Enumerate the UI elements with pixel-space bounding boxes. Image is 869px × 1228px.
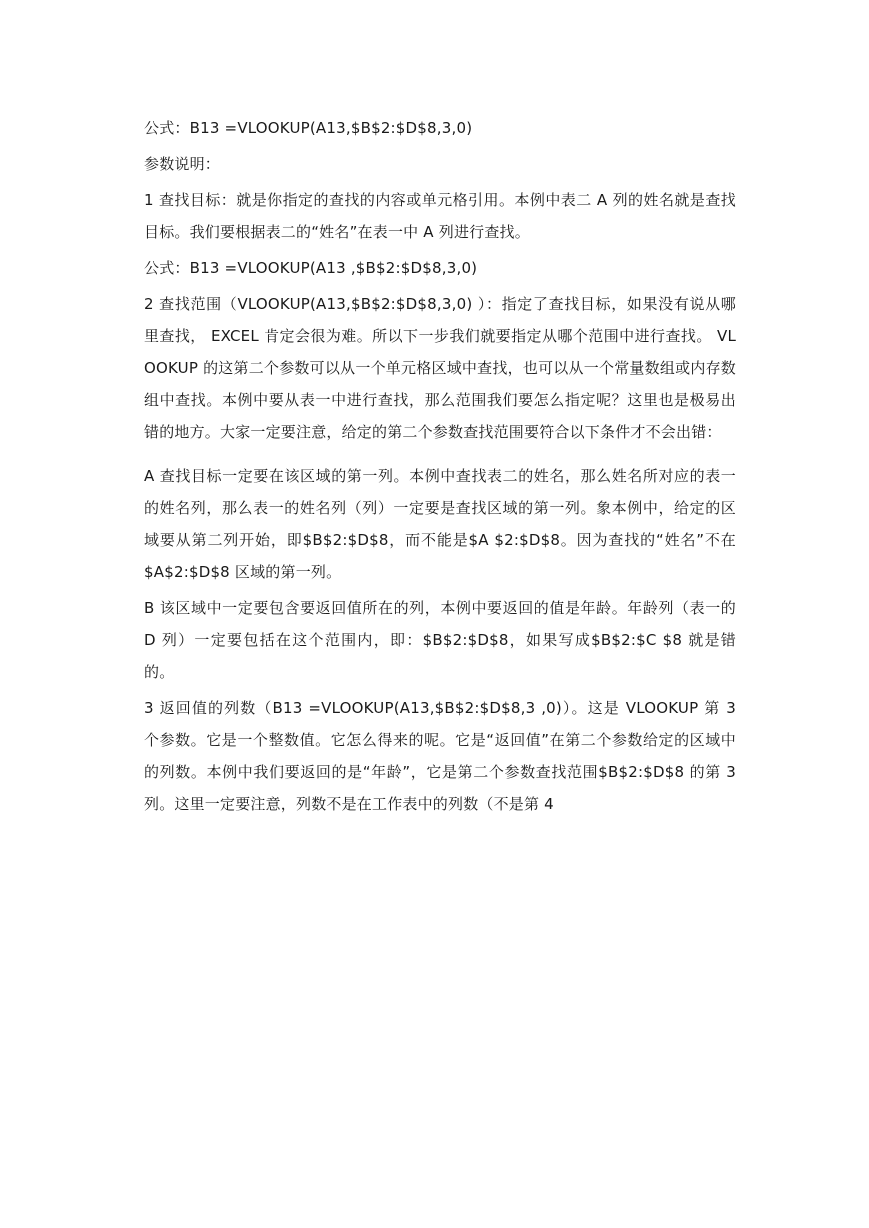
parameter-heading: 参数说明： xyxy=(144,155,221,173)
paragraph-condition-b: B 该区域中一定要包含要返回值所在的列，本例中要返回的值是年龄。年龄列（表一的 D 列）一定要包括在这个范围内，即：$B$2:$D$8，如果写成$B$2:$C $8 就是错的。 xyxy=(144,599,736,681)
paragraph-condition-a: A 查找目标一定要在该区域的第一列。本例中查找表二的姓名，那么姓名所对应的表一的姓名列，那么表一的姓名列（列）一定要是查找区域的第一列。象本例中，给定的区域要从第二列开始，即$B$2:$D$8，而不能是$A $2:$D$8。因为查找的“姓名”不在$A$2:$D$8 区域的第一列。 xyxy=(144,467,736,581)
formula-line-2: 公式：B13 =VLOOKUP(A13 ,$B$2:$D$8,3,0) xyxy=(144,259,478,277)
paragraph-lookup-target: 1 查找目标：就是你指定的查找的内容或单元格引用。本例中表二 A 列的姓名就是查找目标。我们要根据表二的“姓名”在表一中 A 列进行查找。 xyxy=(144,191,736,241)
paragraph-return-column: 3 返回值的列数（B13 =VLOOKUP(A13,$B$2:$D$8,3 ,0)）。这是 VLOOKUP 第 3 个参数。它是一个整数值。它怎么得来的呢。它是“返回值”在第二个参数给定的区域中的列数。本例中我们要返回的是“年龄”，它是第二个参数查找范围$B$2:$D$8 的第 3 列。这里一定要注意，列数不是在工作表中的列数（不是第 4 xyxy=(144,699,736,813)
document-body xyxy=(144,112,736,820)
paragraph-lookup-range: 2 查找范围（VLOOKUP(A13,$B$2:$D$8,3,0) ）：指定了查找目标，如果没有说从哪里查找， EXCEL 肯定会很为难。所以下一步我们就要指定从哪个范围中进行查找。 VLOOKUP 的这第二个参数可以从一个单元格区域中查找，也可以从一个常量数组或内存数组中查找。本例中要从表一中进行查找，那么范围我们要怎么指定呢？这里也是极易出错的地方。大家一定要注意，给定的第二个参数查找范围要符合以下条件才不会出错： xyxy=(144,295,736,441)
formula-line-1: 公式：B13 =VLOOKUP(A13,$B$2:$D$8,3,0) xyxy=(144,119,473,137)
